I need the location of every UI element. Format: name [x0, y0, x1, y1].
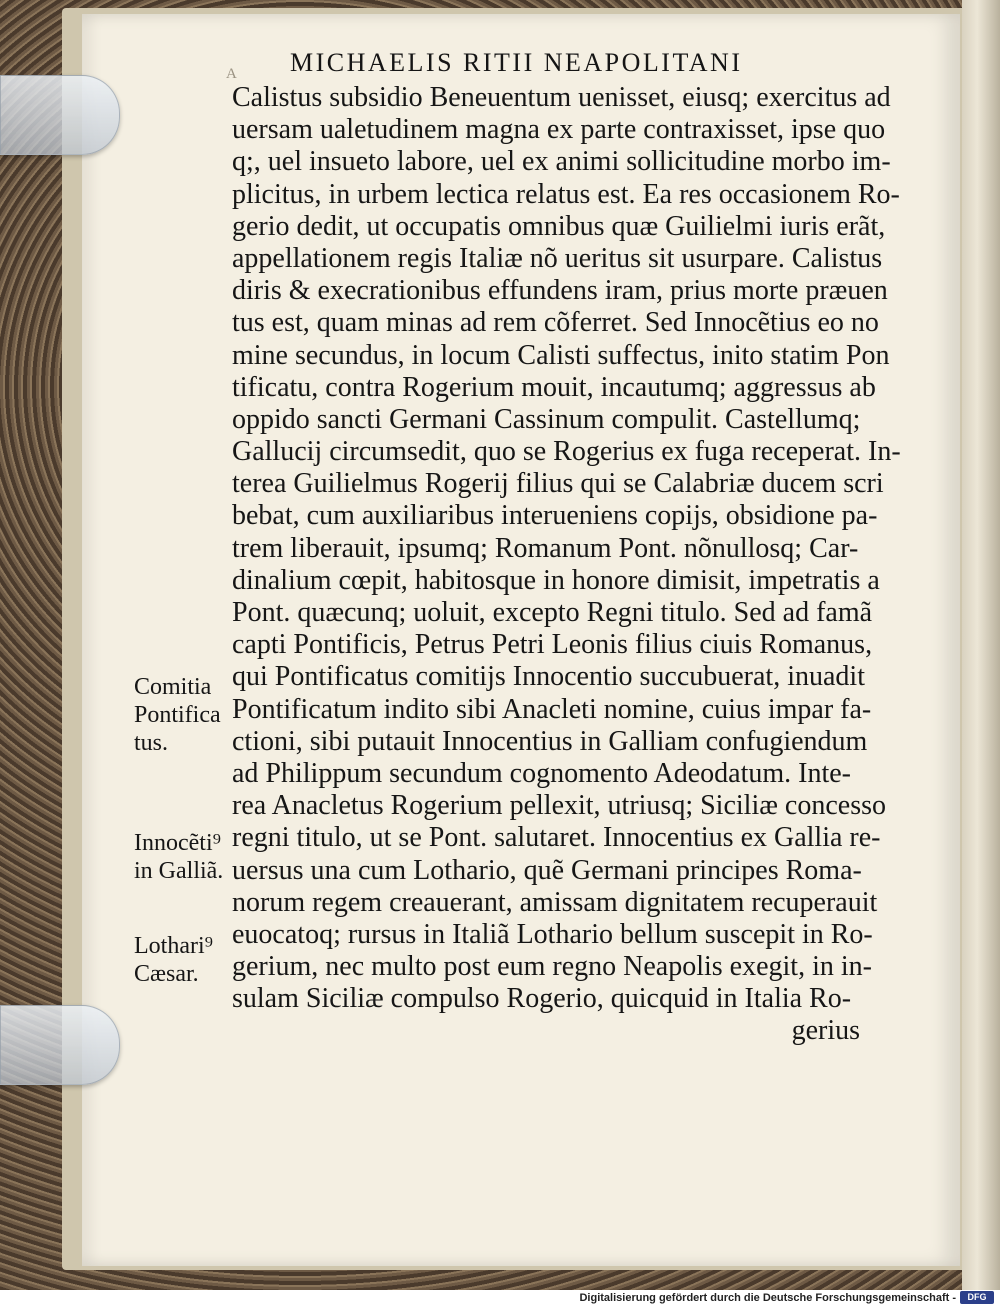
margin-note-line: Innocẽti⁹	[134, 830, 221, 856]
margin-note-line: Cæsar.	[134, 961, 199, 987]
text-line: ctioni, sibi putauit Innocentius in Galliam confugiendum	[232, 725, 868, 757]
text-line: terea Guilielmus Rogerij filius qui se Calabriæ ducem scri	[232, 468, 884, 500]
dfg-logo-icon: DFG	[960, 1291, 994, 1304]
facing-page-edge	[962, 0, 1000, 1290]
text-line: plicitus, in urbem lectica relatus est. Ea res occasionem Ro-	[232, 178, 900, 210]
margin-note-line: Pontifica	[134, 702, 221, 728]
catchword: gerius	[791, 1015, 860, 1047]
text-line: mine secundus, in locum Calisti suffectus, inito statim Pon	[232, 339, 890, 371]
margin-note-line: in Galliã.	[134, 858, 224, 884]
margin-note-line: Comitia	[134, 674, 212, 700]
text-line: trem liberauit, ipsumq; Romanum Pont. nõnullosq; Car-	[232, 532, 859, 564]
margin-note-innocentius	[134, 829, 234, 885]
binding-clip-top	[0, 75, 120, 155]
text-line: appellationem regis Italiæ nõ ueritus sit usurpare. Calistus	[232, 242, 883, 274]
text-line: norum regem creauerant, amissam dignitatem recuperauit	[232, 886, 878, 918]
text-line: euocatoq; rursus in Italiã Lothario bellum suscepit in Ro-	[232, 918, 873, 950]
text-line: uersus una cum Lothario, quẽ Germani principes Roma-	[232, 854, 862, 886]
margin-note-comitia	[134, 673, 234, 757]
text-line: sulam Siciliæ compulso Rogerio, quicquid in Italia Ro-	[232, 983, 852, 1015]
text-line: regni titulo, ut se Pont. salutaret. Innocentius ex Gallia re-	[232, 822, 881, 854]
text-line: Calistus subsidio Beneuentum uenisset, eiusq; exercitus ad	[232, 82, 891, 113]
text-line: qui Pontificatus comitijs Innocentio succubuerat, inuadit	[232, 661, 865, 693]
funding-credit: Digitalisierung gefördert durch die Deutsche Forschungsgemeinschaft -	[579, 1292, 956, 1304]
text-line: Pont. quæcunq; uoluit, excepto Regni titulo. Sed ad famã	[232, 597, 873, 628]
margin-note-lotharius	[134, 932, 234, 988]
text-line: gerium, nec multo post eum regno Neapolis exegit, in in-	[232, 951, 872, 983]
text-line: gerio dedit, ut occupatis omnibus quæ Guilielmi iuris erãt,	[232, 210, 886, 242]
text-line: Pontificatum indito sibi Anacleti nomine, cuius impar fa-	[232, 693, 872, 725]
text-line: Gallucij circumsedit, quo se Rogerius ex fuga receperat. In-	[232, 436, 901, 468]
text-line: tus est, quam minas ad rem cõferret. Sed Innocẽtius eo no	[232, 307, 879, 339]
text-line: oppido sancti Germani Cassinum compulit. Castellumq;	[232, 403, 861, 435]
text-line: ad Philippum secundum cognomento Adeodatum. Inte-	[232, 757, 852, 789]
text-line: capti Pontificis, Petrus Petri Leonis filius ciuis Romanus,	[232, 629, 873, 661]
text-line: diris & execrationibus effundens iram, prius morte præuen	[232, 275, 888, 307]
running-head: MICHAELIS RITII NEAPOLITANI	[290, 48, 743, 77]
margin-note-line: Lothari⁹	[134, 933, 214, 959]
text-line: uersam ualetudinem magna ex parte contraxisset, ipse quo	[232, 114, 886, 146]
text-line: dinalium cœpit, habitosque in honore dimisit, impetratis a	[232, 564, 880, 596]
text-line: tificatu, contra Rogerium mouit, incautumq; aggressus ab	[232, 371, 876, 403]
signature-mark: A	[226, 66, 237, 82]
text-line: rea Anacletus Rogerium pellexit, utriusq; Siciliæ concesso	[232, 790, 886, 822]
text-line: q;, uel insueto labore, uel ex animi sollicitudine morbo im-	[232, 146, 891, 178]
margin-note-line: tus.	[134, 730, 169, 756]
binding-clip-bottom	[0, 1005, 120, 1085]
footer-bar	[0, 1290, 1000, 1306]
text-line: bebat, cum auxiliaribus interueniens copijs, obsidione pa-	[232, 500, 878, 532]
body-text	[232, 82, 901, 1048]
